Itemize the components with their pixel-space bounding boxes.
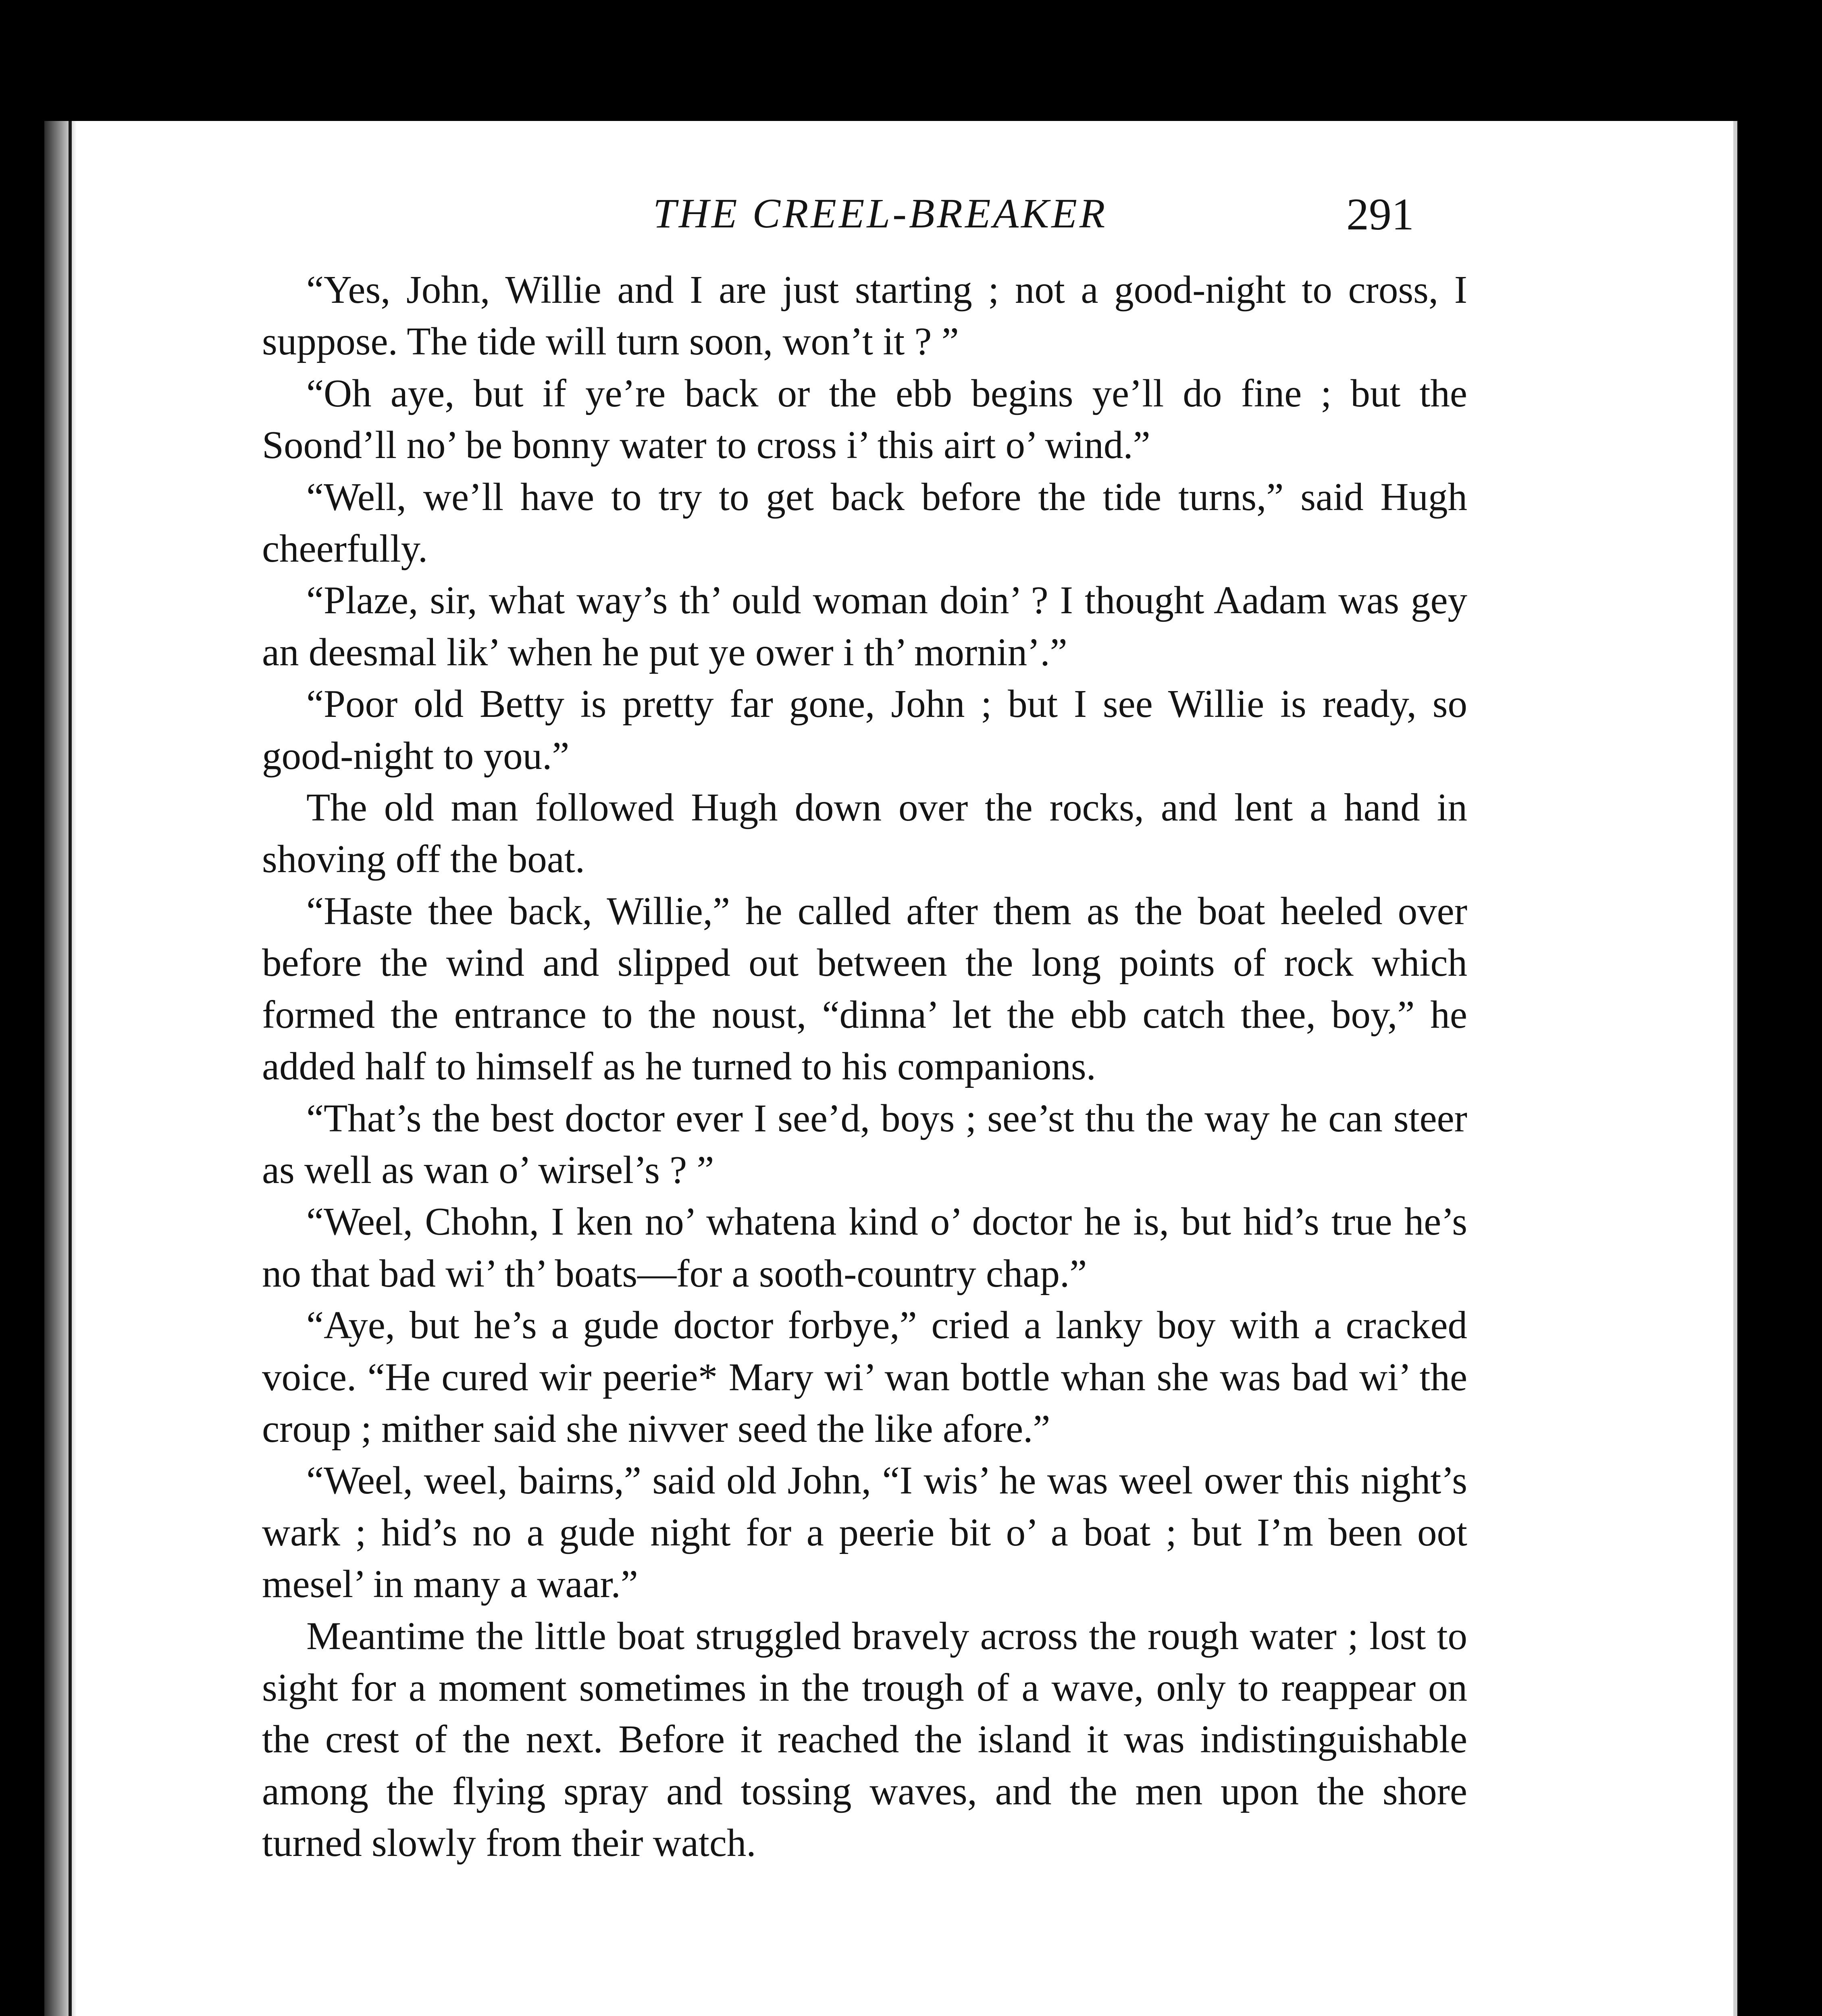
paragraph: “Well, we’ll have to try to get back before the tide turns,” said Hugh cheerfully. [262,475,1467,571]
paragraph: “Weel, Chohn, I ken no’ whatena kind o’ doctor he is, but hid’s true he’s no that bad wi’ th’ boats—for a sooth-country chap.” [262,1200,1467,1295]
paragraph: “Poor old Betty is pretty far gone, John ; but I see Willie is ready, so good-night to you.” [262,682,1467,777]
paragraph: “That’s the best doctor ever I see’d, boys ; see’st thu the way he can steer as well as wan o’ wirsel’s ? ” [262,1096,1467,1191]
gutter-shadow [44,121,77,2016]
paragraph: “Aye, but he’s a gude doctor forbye,” cried a lanky boy with a cracked voice. “He cured wir peerie* Mary wi’ wan bottle whan she was bad wi’ the croup ; mither said she nivver seed the like afore.” [262,1304,1467,1450]
paragraph: Meantime the little boat struggled bravely across the rough water ; lost to sight for a moment sometimes in the trough of a wave, only to reappear on the crest of the next. Before it reached the island it was indistinguishable among the flying spray and tossing waves, and the men upon the shore turned slowly from their watch. [262,1614,1467,1865]
paragraph: “Plaze, sir, what way’s th’ ould woman doin’ ? I thought Aadam was gey an deesmal lik’ when he put ye ower i th’ mornin’.” [262,579,1467,674]
page-number: 291 [1346,190,1414,240]
paragraph: “Oh aye, but if ye’re back or the ebb begins ye’ll do fine ; but the Soond’ll no’ be bonny water to cross i’ this airt o’ wind.” [262,371,1467,467]
paragraph: “Weel, weel, bairns,” said old John, “I wis’ he was weel ower this night’s wark ; hid’s no a gude night for a peerie bit o’ a boat ; but I’m been oot mesel’ in many a waar.” [262,1459,1467,1606]
running-head: THE CREEL-BREAKER [653,190,1108,237]
gutter-line [69,121,72,2016]
body-text [262,264,1467,1869]
paragraph: “Haste thee back, Willie,” he called after them as the boat heeled over before the wind and slipped out between the long points of rock which formed the entrance to the noust, “dinna’ let the ebb catch thee, boy,” he added half to himself as he turned to his companions. [262,889,1467,1088]
paragraph: “Yes, John, Willie and I are just starting ; not a good-night to cross, I suppose. The tide will turn soon, won’t it ? ” [262,268,1467,363]
paragraph: The old man followed Hugh down over the rocks, and lent a hand in shoving off the boat. [262,786,1467,881]
page-edge [1733,121,1737,2016]
